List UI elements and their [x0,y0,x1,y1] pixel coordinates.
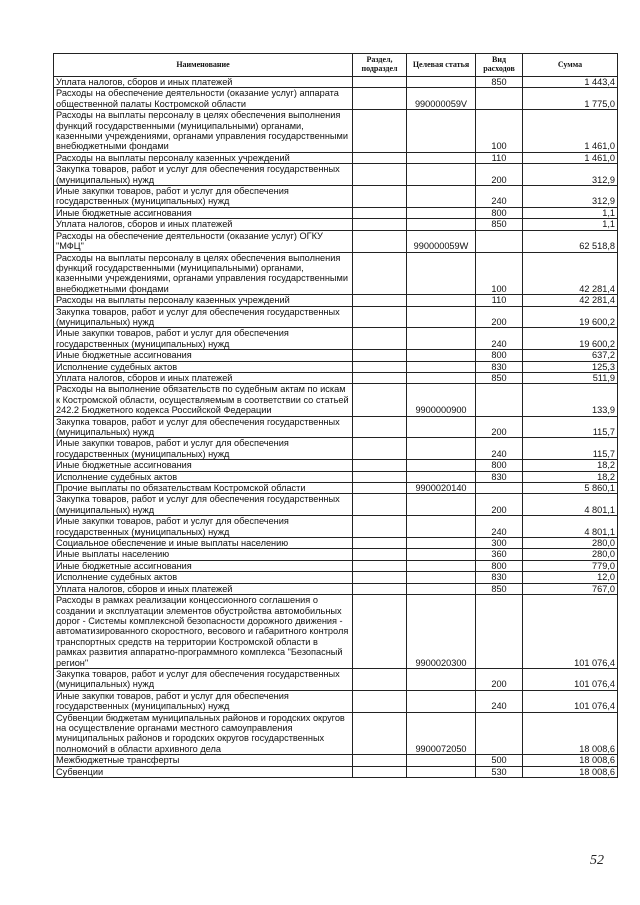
table-row [54,252,618,295]
cell-target [407,219,476,230]
table-row [54,372,618,383]
cell-name: Расходы в рамках реализации концессионного соглашения о создании и эксплуатации элементов обустройства автомобильных дорог - Системы комплексной безопасности дорожного движения - автоматизированного скоростного, весового и габаритного контроля транспортных средств на территории Костромской области в рамках развития аппаратно-программного комплекса "Безопасный регион" [54,595,353,669]
cell-sum: 4 801,1 [523,516,618,538]
table-row [54,186,618,208]
cell-sum: 779,0 [523,560,618,571]
cell-name: Расходы на выплаты персоналу казенных учреждений [54,152,353,163]
table-row [54,483,618,494]
cell-sum: 767,0 [523,583,618,594]
cell-sum: 18 008,6 [523,766,618,777]
cell-target: 9900000900 [407,384,476,416]
cell-target [407,110,476,153]
cell-target [407,516,476,538]
cell-sum: 1 775,0 [523,88,618,110]
cell-kind: 850 [476,372,523,383]
cell-section [353,595,407,669]
cell-section [353,516,407,538]
cell-section [353,583,407,594]
cell-name: Иные бюджетные ассигнования [54,207,353,218]
cell-target [407,460,476,471]
cell-name: Уплата налогов, сборов и иных платежей [54,77,353,88]
cell-name: Расходы на выплаты персоналу в целях обеспечения выполнения функций государственными (муниципальными) органами, казенными учреждениями, органами управления государственными внебюджетными фондами [54,252,353,295]
cell-sum: 280,0 [523,549,618,560]
cell-kind: 500 [476,755,523,766]
table-row [54,295,618,306]
cell-sum: 18,2 [523,471,618,482]
table-row [54,471,618,482]
table-row [54,384,618,416]
cell-sum: 312,9 [523,186,618,208]
cell-name: Иные закупки товаров, работ и услуг для обеспечения государственных (муниципальных) нужд [54,328,353,350]
cell-name: Расходы на выплаты персоналу казенных учреждений [54,295,353,306]
cell-sum: 19 600,2 [523,306,618,328]
cell-sum: 1 461,0 [523,152,618,163]
cell-name: Иные бюджетные ассигнования [54,460,353,471]
cell-section [353,328,407,350]
cell-name: Иные бюджетные ассигнования [54,350,353,361]
table-row [54,438,618,460]
cell-section [353,549,407,560]
cell-sum: 18 008,6 [523,712,618,755]
table-row [54,306,618,328]
cell-kind [476,712,523,755]
table-row [54,516,618,538]
cell-kind [476,230,523,252]
cell-name: Уплата налогов, сборов и иных платежей [54,372,353,383]
cell-target [407,306,476,328]
cell-kind: 850 [476,583,523,594]
table-row [54,350,618,361]
cell-name: Исполнение судебных актов [54,361,353,372]
cell-section [353,471,407,482]
cell-sum: 19 600,2 [523,328,618,350]
cell-kind: 240 [476,186,523,208]
cell-section [353,164,407,186]
cell-section [353,384,407,416]
cell-name: Расходы на выполнение обязательств по судебным актам по искам к Костромской области, осуществляемым в соответствии со статьей 242.2 Бюджетного кодекса Российской Федерации [54,384,353,416]
header-name: Наименование [54,54,353,77]
cell-section [353,252,407,295]
budget-table [53,53,618,778]
cell-target [407,438,476,460]
table-row [54,538,618,549]
cell-sum: 101 076,4 [523,668,618,690]
cell-kind: 850 [476,77,523,88]
cell-kind: 200 [476,416,523,438]
cell-target [407,372,476,383]
cell-target [407,560,476,571]
cell-section [353,306,407,328]
cell-sum: 312,9 [523,164,618,186]
cell-section [353,460,407,471]
cell-target [407,164,476,186]
cell-name: Социальное обеспечение и иные выплаты населению [54,538,353,549]
cell-name: Иные закупки товаров, работ и услуг для обеспечения государственных (муниципальных) нужд [54,186,353,208]
table-row [54,230,618,252]
cell-target [407,152,476,163]
cell-section [353,110,407,153]
cell-target [407,766,476,777]
cell-name: Иные закупки товаров, работ и услуг для обеспечения государственных (муниципальных) нужд [54,438,353,460]
cell-target [407,77,476,88]
cell-kind: 240 [476,516,523,538]
table-header-row [54,54,618,77]
table-row [54,152,618,163]
table-row [54,460,618,471]
table-row [54,766,618,777]
cell-sum: 101 076,4 [523,595,618,669]
cell-sum: 280,0 [523,538,618,549]
cell-section [353,88,407,110]
cell-target: 9900020140 [407,483,476,494]
cell-kind [476,483,523,494]
table-row [54,712,618,755]
cell-target [407,668,476,690]
cell-kind: 800 [476,460,523,471]
cell-section [353,219,407,230]
cell-section [353,690,407,712]
cell-sum: 115,7 [523,438,618,460]
cell-sum: 115,7 [523,416,618,438]
cell-section [353,295,407,306]
cell-kind: 830 [476,471,523,482]
cell-section [353,668,407,690]
cell-sum: 62 518,8 [523,230,618,252]
cell-section [353,494,407,516]
cell-sum: 637,2 [523,350,618,361]
cell-target [407,471,476,482]
cell-sum: 101 076,4 [523,690,618,712]
cell-target [407,572,476,583]
cell-kind: 830 [476,572,523,583]
cell-sum: 1 461,0 [523,110,618,153]
table-row [54,549,618,560]
cell-name: Уплата налогов, сборов и иных платежей [54,219,353,230]
cell-target: 990000059W [407,230,476,252]
cell-kind: 200 [476,668,523,690]
cell-sum: 42 281,4 [523,252,618,295]
cell-sum: 18 008,6 [523,755,618,766]
page-number: 52 [590,853,604,868]
cell-kind: 100 [476,252,523,295]
cell-section [353,77,407,88]
table-row [54,583,618,594]
cell-target [407,583,476,594]
cell-section [353,207,407,218]
cell-name: Закупка товаров, работ и услуг для обеспечения государственных (муниципальных) нужд [54,306,353,328]
cell-kind: 830 [476,361,523,372]
cell-kind: 200 [476,306,523,328]
header-target: Целевая статья [407,54,476,77]
cell-section [353,483,407,494]
cell-kind: 100 [476,110,523,153]
cell-sum: 42 281,4 [523,295,618,306]
cell-target [407,538,476,549]
header-sum: Сумма [523,54,618,77]
cell-target [407,416,476,438]
cell-name: Иные закупки товаров, работ и услуг для обеспечения государственных (муниципальных) нужд [54,516,353,538]
cell-target: 9900072050 [407,712,476,755]
cell-name: Прочие выплаты по обязательствам Костромской области [54,483,353,494]
cell-target [407,350,476,361]
table-row [54,595,618,669]
cell-name: Расходы на выплаты персоналу в целях обеспечения выполнения функций государственными (муниципальными) органами, казенными учреждениями, органами управления государственными внебюджетными фондами [54,110,353,153]
cell-kind: 530 [476,766,523,777]
cell-kind: 240 [476,328,523,350]
cell-sum: 1,1 [523,207,618,218]
cell-section [353,766,407,777]
cell-name: Расходы на обеспечение деятельности (оказание услуг) ОГКУ "МФЦ" [54,230,353,252]
cell-target: 990000059V [407,88,476,110]
cell-target [407,328,476,350]
cell-sum: 511,9 [523,372,618,383]
table-row [54,207,618,218]
cell-target [407,252,476,295]
cell-name: Межбюджетные трансферты [54,755,353,766]
table-row [54,328,618,350]
cell-kind: 240 [476,438,523,460]
cell-kind: 850 [476,219,523,230]
cell-sum: 1 443,4 [523,77,618,88]
cell-section [353,350,407,361]
cell-target [407,755,476,766]
cell-name: Закупка товаров, работ и услуг для обеспечения государственных (муниципальных) нужд [54,668,353,690]
table-row [54,755,618,766]
cell-name: Иные закупки товаров, работ и услуг для обеспечения государственных (муниципальных) нужд [54,690,353,712]
cell-kind: 800 [476,350,523,361]
cell-target: 9900020300 [407,595,476,669]
table-row [54,494,618,516]
cell-kind: 110 [476,295,523,306]
cell-section [353,755,407,766]
cell-section [353,438,407,460]
table-row [54,572,618,583]
cell-section [353,372,407,383]
cell-name: Исполнение судебных актов [54,471,353,482]
cell-kind [476,88,523,110]
table-row [54,560,618,571]
cell-section [353,712,407,755]
cell-section [353,152,407,163]
cell-name: Субвенции бюджетам муниципальных районов и городских округов на осуществление органами местного самоуправления муниципальных районов и городских округов государственных полномочий в области архивного дела [54,712,353,755]
cell-section [353,186,407,208]
cell-target [407,186,476,208]
cell-sum: 12,0 [523,572,618,583]
cell-kind: 200 [476,164,523,186]
cell-kind: 200 [476,494,523,516]
cell-name: Уплата налогов, сборов и иных платежей [54,583,353,594]
header-kind: Вид расходов [476,54,523,77]
cell-target [407,494,476,516]
table-row [54,361,618,372]
cell-section [353,416,407,438]
cell-sum: 133,9 [523,384,618,416]
cell-name: Иные бюджетные ассигнования [54,560,353,571]
cell-section [353,230,407,252]
cell-name: Закупка товаров, работ и услуг для обеспечения государственных (муниципальных) нужд [54,416,353,438]
cell-kind: 240 [476,690,523,712]
cell-target [407,295,476,306]
cell-name: Иные выплаты населению [54,549,353,560]
cell-section [353,361,407,372]
table-row [54,164,618,186]
table-row [54,219,618,230]
cell-sum: 4 801,1 [523,494,618,516]
cell-kind [476,595,523,669]
cell-name: Исполнение судебных актов [54,572,353,583]
cell-kind: 300 [476,538,523,549]
table-row [54,690,618,712]
cell-section [353,572,407,583]
cell-target [407,690,476,712]
cell-target [407,361,476,372]
cell-target [407,207,476,218]
cell-kind: 800 [476,207,523,218]
table-row [54,668,618,690]
cell-kind: 800 [476,560,523,571]
table-row [54,416,618,438]
cell-kind: 110 [476,152,523,163]
cell-kind [476,384,523,416]
table-row [54,77,618,88]
cell-section [353,538,407,549]
cell-kind: 360 [476,549,523,560]
table-row [54,110,618,153]
cell-name: Закупка товаров, работ и услуг для обеспечения государственных (муниципальных) нужд [54,164,353,186]
header-section: Раздел, подраздел [353,54,407,77]
cell-target [407,549,476,560]
cell-section [353,560,407,571]
cell-name: Субвенции [54,766,353,777]
cell-name: Закупка товаров, работ и услуг для обеспечения государственных (муниципальных) нужд [54,494,353,516]
cell-name: Расходы на обеспечение деятельности (оказание услуг) аппарата общественной палаты Костромской области [54,88,353,110]
cell-sum: 125,3 [523,361,618,372]
table-row [54,88,618,110]
cell-sum: 18,2 [523,460,618,471]
cell-sum: 1,1 [523,219,618,230]
cell-sum: 5 860,1 [523,483,618,494]
